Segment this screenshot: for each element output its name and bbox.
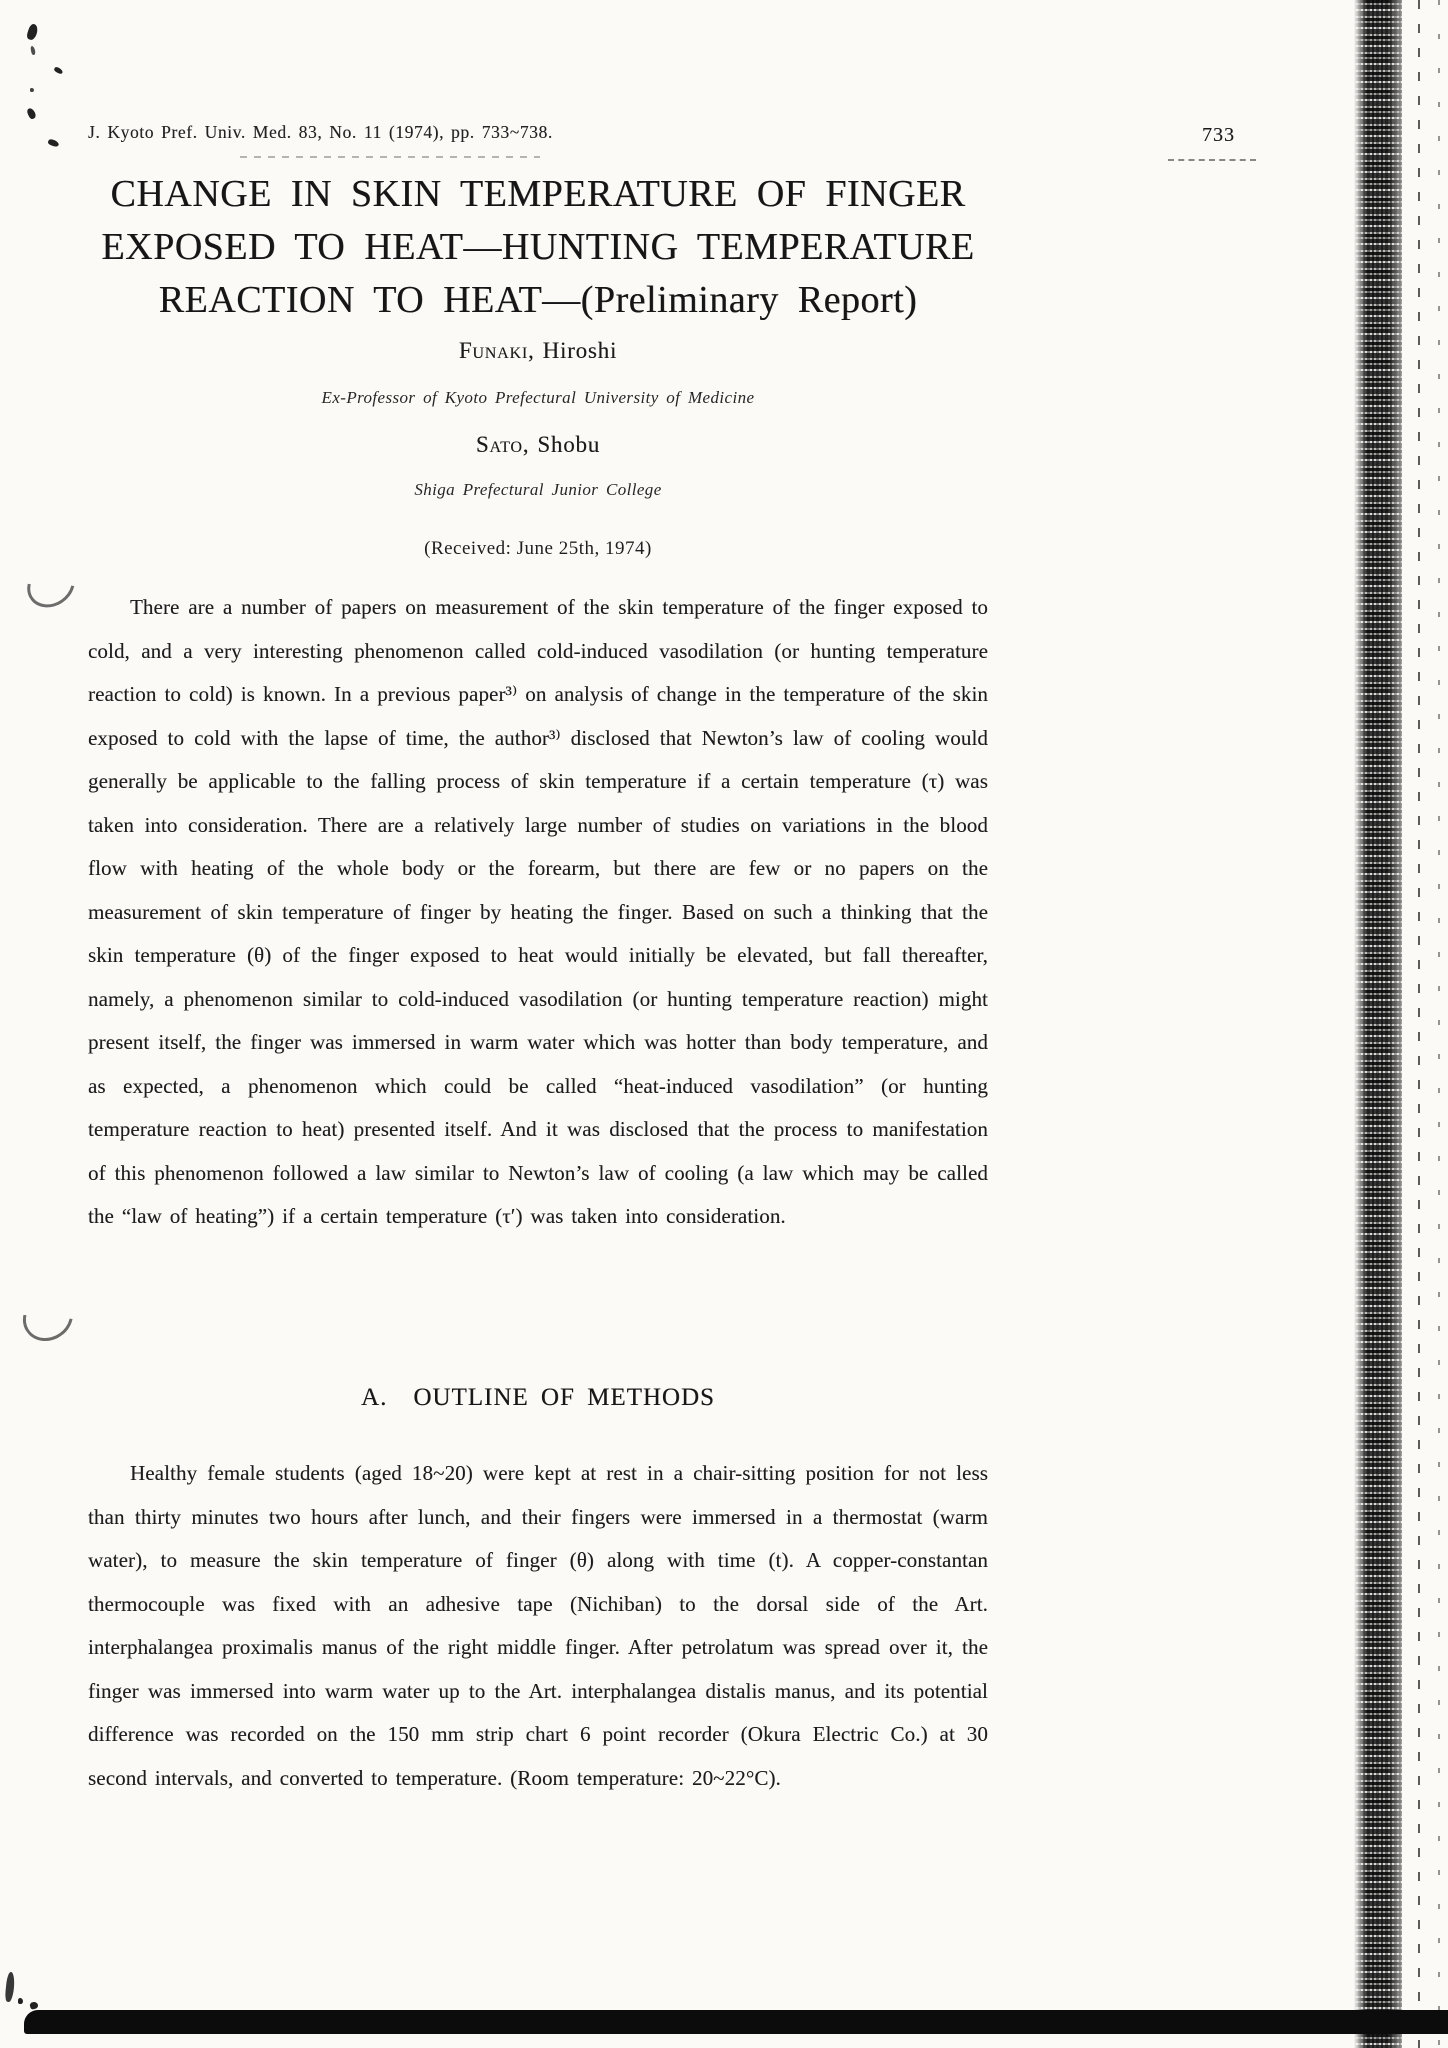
intro-paragraph: There are a number of papers on measurement of the skin temperature of the finger exposed to cold, and a very interesting phenomenon called cold-induced vasodilation (or hunting temperature reaction to cold) is known. In a previous paper³⁾ on analysis of change in the temperature of the skin exposed to cold with the lapse of time, the author³⁾ disclosed that Newton’s law of cooling would generally be applicable to the falling process of skin temperature if a certain temperature (τ) was taken into consideration. There are a relatively large number of studies on variations in the blood flow with heating of the whole body or the forearm, but there are few or no papers on the measurement of skin temperature of finger by heating the finger. Based on such a thinking that the skin temperature (θ) of the finger exposed to heat would initially be elevated, but fall thereafter, namely, a phenomenon similar to cold-induced vasodilation (or hunting temperature reaction) might present itself, the finger was immersed in warm water which was hotter than body temperature, and as expected, a phenomenon which could be called “heat-induced vasodilation” (or hunting temperature reaction to heat) presented itself. And it was disclosed that the process to manifestation of this phenomenon followed a law similar to Newton’s law of cooling (a law which may be called the “law of heating”) if a certain temperature (τ′) was taken into consideration.	[88, 595, 988, 1228]
title-line-2: EXPOSED TO HEAT—HUNTING TEMPERATURE	[101, 226, 975, 268]
author-affiliation-sato: Shiga Prefectural Junior College	[414, 480, 662, 499]
page-number: 733	[1202, 124, 1235, 146]
ink-speck	[26, 107, 37, 120]
margin-pencil-mark	[18, 553, 83, 616]
ink-speck	[4, 1972, 15, 2003]
ink-speck	[30, 88, 34, 92]
scan-dotted-line	[1438, 0, 1440, 2048]
ink-speck	[29, 2001, 39, 2010]
page-number-underline	[1168, 159, 1256, 161]
section-title: OUTLINE OF METHODS	[413, 1384, 715, 1411]
scan-binding-noise-band	[1354, 0, 1402, 2048]
section-heading-outline-of-methods	[88, 1384, 988, 1412]
ink-speck	[30, 46, 36, 56]
author-name-sato	[88, 432, 988, 458]
ink-speck	[26, 23, 40, 41]
title-line-3: REACTION TO HEAT—(Preliminary Report)	[158, 279, 918, 321]
article-title	[88, 168, 988, 327]
ink-speck	[18, 1998, 23, 2004]
author-affiliation-funaki: Ex-Professor of Kyoto Prefectural University of Medicine	[321, 388, 755, 407]
margin-pencil-mark	[14, 1283, 83, 1351]
section-label: A.	[361, 1384, 388, 1411]
author-surname: Funaki,	[458, 338, 535, 363]
author-given-name: Shobu	[537, 432, 601, 457]
methods-paragraph: Healthy female students (aged 18~20) were kept at rest in a chair-sitting position for not less than thirty minutes two hours after lunch, and their fingers were immersed in a thermostat (warm water), to measure the skin temperature of finger (θ) along with time (t). A copper-constantan thermocouple was fixed with an adhesive tape (Nichiban) to the dorsal side of the Art. interphalangea proximalis manus of the right middle finger. After petrolatum was spread over it, the finger was immersed into warm water up to the Art. interphalangea distalis manus, and its potential difference was recorded on the 150 mm strip chart 6 point recorder (Okura Electric Co.) at 30 second intervals, and converted to temperature. (Room temperature: 20~22°C).	[88, 1461, 988, 1790]
received-date: (Received: June 25th, 1974)	[424, 538, 652, 559]
scan-dashed-line	[1418, 0, 1420, 2048]
author-name-funaki	[88, 338, 988, 364]
bottom-scan-bar	[24, 2010, 1448, 2034]
journal-citation: J. Kyoto Pref. Univ. Med. 83, No. 11 (1974), pp. 733~738.	[88, 122, 553, 142]
author-given-name: Hiroshi	[542, 338, 618, 363]
citation-underline-smudge	[240, 156, 540, 158]
ink-speck	[53, 66, 63, 75]
title-line-1: CHANGE IN SKIN TEMPERATURE OF FINGER	[110, 173, 966, 215]
ink-speck	[47, 138, 59, 147]
author-surname: Sato,	[475, 432, 530, 457]
